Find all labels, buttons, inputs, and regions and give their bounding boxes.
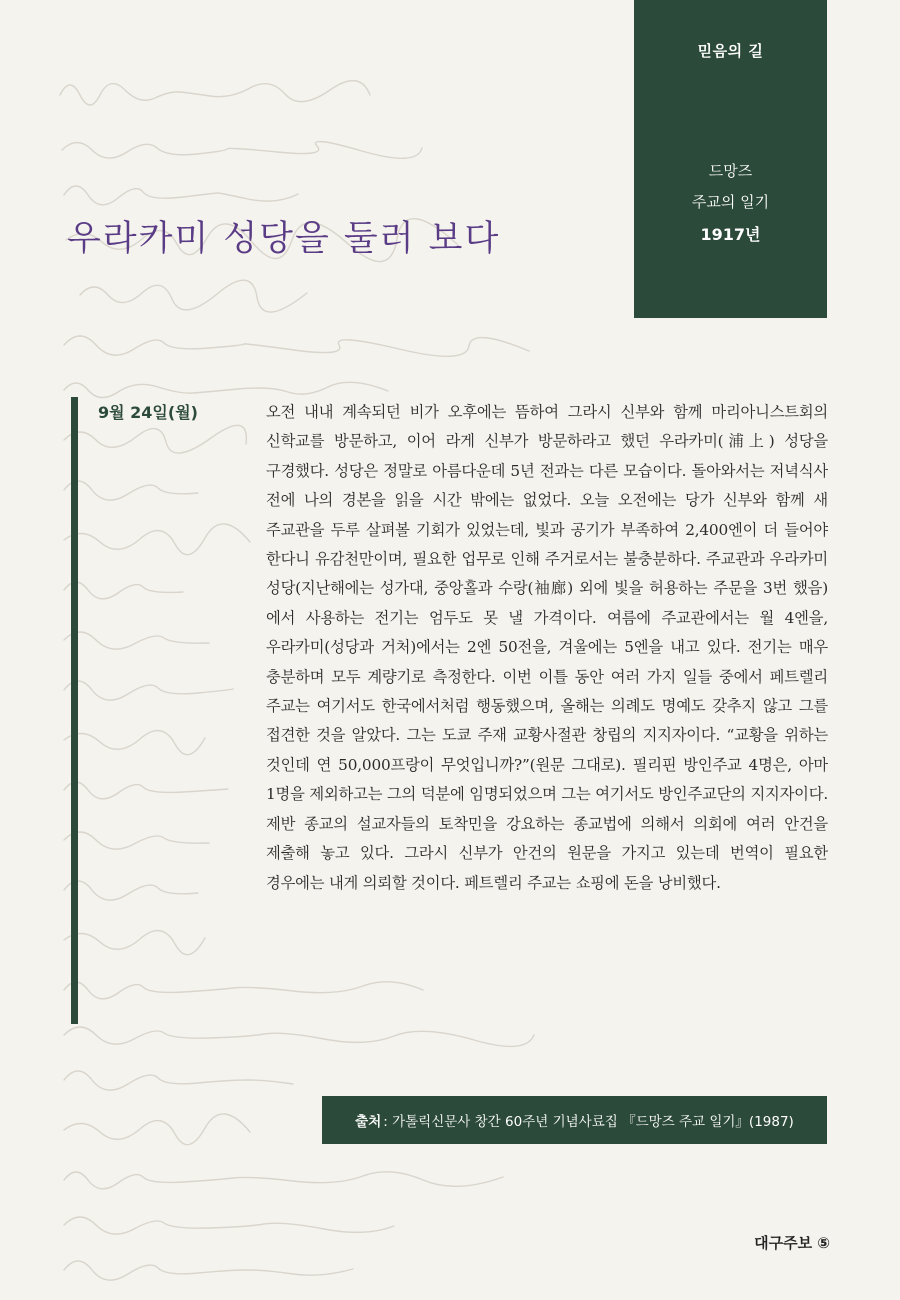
source-banner (322, 1096, 827, 1144)
diary-year: 1917년 (700, 225, 761, 244)
page-number: ⑤ (817, 1234, 830, 1252)
series-header-box (634, 0, 827, 318)
source-citation: : 가톨릭신문사 창간 60주년 기념사료집 『드망즈 주교 일기』(1987) (383, 1114, 794, 1130)
author-name: 드망즈 (708, 162, 753, 180)
series-label: 믿음의 길 (697, 42, 764, 60)
entry-date: 9월 24일(월) (98, 403, 198, 422)
publication-name: 대구주보 (754, 1234, 813, 1252)
source-label: 출처 (355, 1114, 382, 1130)
diary-label: 주교의 일기 (691, 193, 770, 211)
page-footer (754, 1232, 830, 1253)
accent-bar (71, 397, 78, 1024)
entry-body: 오전 내내 계속되던 비가 오후에는 뜸하여 그라시 신부와 함께 마리아니스트회의 신학교를 방문하고, 이어 라게 신부가 방문하라고 했던 우라카미(浦上) 성당을 구경했다. 성당은 정말로 아름다운데 5년 전과는 다른 모습이다. 돌아와서는 저녁식사 전에 나의 경본을 읽을 시간 밖에는 없었다. 오늘 오전에는 당가 신부와 함께 새 주교관을 두루 살펴볼 기회가 있었는데, 빛과 공기가 부족하여 2,400엔이 더 들어야 한다니 유감천만이며, 필요한 업무로 인해 주거로서는 불충분하다. 주교관과 우라카미 성당(지난해에는 성가대, 중앙홀과 수랑(袖廊) 외에 빛을 허용하는 주문을 3번 했음)에서 사용하는 전기는 엄두도 못 낼 가격이다. 여름에 주교관에서는 월 4엔을, 우라카미(성당과 거처)에서는 2엔 50전을, 겨울에는 5엔을 내고 있다. 전기는 매우 충분하며 모두 계량기로 측정한다. 이번 이틀 동안 여러 가지 일들 중에서 페트렐리 주교는 여기서도 한국에서처럼 행동했으며, 올해는 의례도 명예도 갖추지 않고 그를 접견한 것을 알았다. 그는 도쿄 주재 교황사절관 창립의 지지자이다. “교황을 위하는 것인데 연 50,000프랑이 무엇입니까?”(원문 그대로). 필리핀 방인주교 4명은, 아마 1명을 제외하고는 그의 덕분에 임명되었으며 그는 여기서도 방인주교단의 지지자이다. 제반 종교의 설교자들의 토착민을 강요하는 종교법에 의해서 의회에 여러 안건을 제출해 놓고 있다. 그라시 신부가 안건의 원문을 가지고 있는데 번역이 필요한 경우에는 내게 의뢰할 것이다. 페트렐리 주교는 쇼핑에 돈을 낭비했다. (266, 403, 828, 892)
article-title: 우라카미 성당을 둘러 보다 (67, 219, 501, 260)
